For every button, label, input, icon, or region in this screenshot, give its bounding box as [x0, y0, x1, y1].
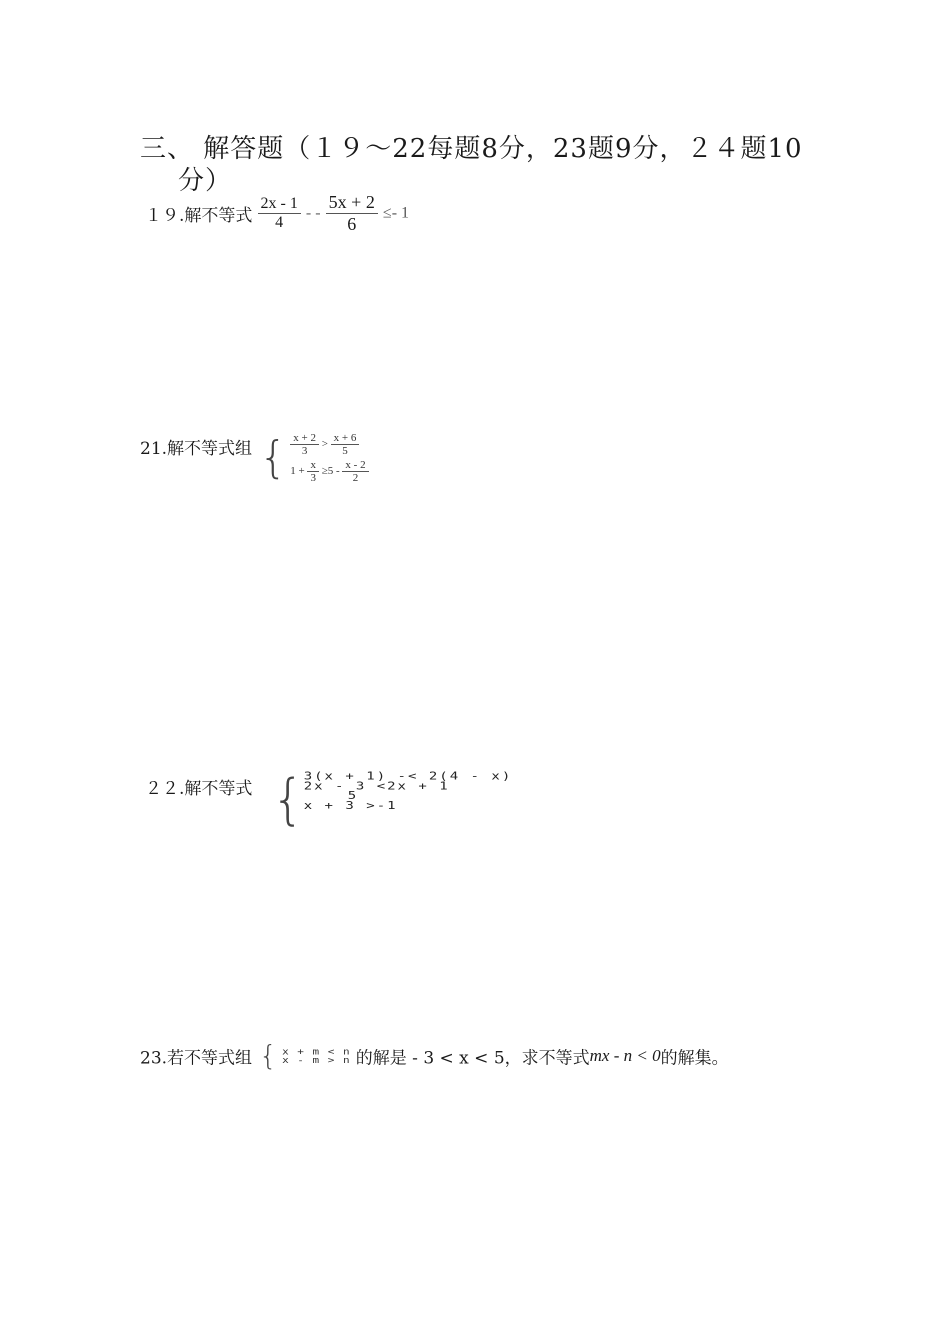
q19-fraction-1 — [258, 195, 301, 232]
q21-l2-frac2-denominator: 2 — [352, 472, 359, 484]
q21-l2-frac1-numerator: x — [307, 459, 319, 472]
q23-text-2: 的解集。 — [660, 1048, 729, 1069]
q21-l1-frac2-numerator: x + 6 — [331, 432, 360, 445]
q22-line-2: 2x - 3 <2x + 1 — [303, 780, 450, 793]
q21-l1-frac2-denominator: 5 — [342, 445, 348, 457]
q22-brace: { — [271, 768, 305, 832]
question-21-label: 21.解不等式组 — [140, 439, 253, 459]
q19-frac2-denominator: 6 — [347, 214, 357, 234]
question-23 — [140, 1039, 729, 1072]
q21-line-2 — [290, 459, 368, 484]
q23-system — [282, 1047, 351, 1065]
q23-brace: { — [259, 1039, 277, 1072]
q21-system — [290, 432, 368, 484]
q19-rhs: ≤- 1 — [382, 204, 410, 222]
q23-text-1: 的解是 - 3 < x < 5，求不等式 — [355, 1048, 590, 1069]
q19-frac1-denominator: 4 — [275, 214, 284, 231]
q21-l1-frac1-numerator: x + 2 — [290, 432, 319, 445]
q21-l1-frac-1 — [290, 432, 319, 457]
question-22-label: ２２.解不等式 — [145, 779, 253, 799]
q22-line-3-denominator: 5 — [347, 790, 359, 802]
q19-frac1-numerator: 2x - 1 — [258, 195, 301, 214]
section-title: 三、 解答题（１９～22每题8分，23题9分，２４题10 — [140, 134, 803, 164]
q21-l1-frac1-denominator: 3 — [301, 445, 308, 457]
q21-brace: { — [259, 432, 288, 483]
q21-l1-operator: > — [321, 438, 328, 451]
question-19 — [145, 192, 409, 235]
question-21 — [140, 432, 369, 484]
q22-system — [304, 772, 513, 811]
q22-line-4: x + 3 >-1 — [303, 799, 398, 812]
q21-l2-frac-2 — [342, 459, 368, 484]
question-19-label: １９.解不等式 — [145, 206, 253, 226]
q23-system-line-2: x - m > n — [282, 1055, 351, 1066]
q23-expression: mx - n < 0 — [589, 1046, 661, 1065]
q21-line-1 — [290, 432, 368, 457]
section-title-continued: 分） — [178, 166, 233, 196]
q21-l2-prefix: 1 + — [290, 465, 305, 478]
q23-system-line-1: x + m < n — [282, 1046, 351, 1057]
question-23-label: 23.若不等式组 — [140, 1048, 253, 1069]
q19-minus: - - — [305, 204, 321, 222]
q19-frac2-numerator: 5x + 2 — [326, 192, 378, 214]
q21-l2-middle: ≥5 - — [321, 465, 340, 478]
q21-l2-frac-1 — [307, 459, 319, 484]
q19-fraction-2 — [326, 192, 378, 235]
question-22 — [145, 768, 513, 832]
q21-l2-frac2-numerator: x - 2 — [342, 459, 368, 472]
q21-l2-frac1-denominator: 3 — [310, 472, 316, 484]
q21-l1-frac-2 — [331, 432, 360, 457]
q22-line-1: 3(x + 1) -< 2(4 - x) — [303, 770, 513, 783]
